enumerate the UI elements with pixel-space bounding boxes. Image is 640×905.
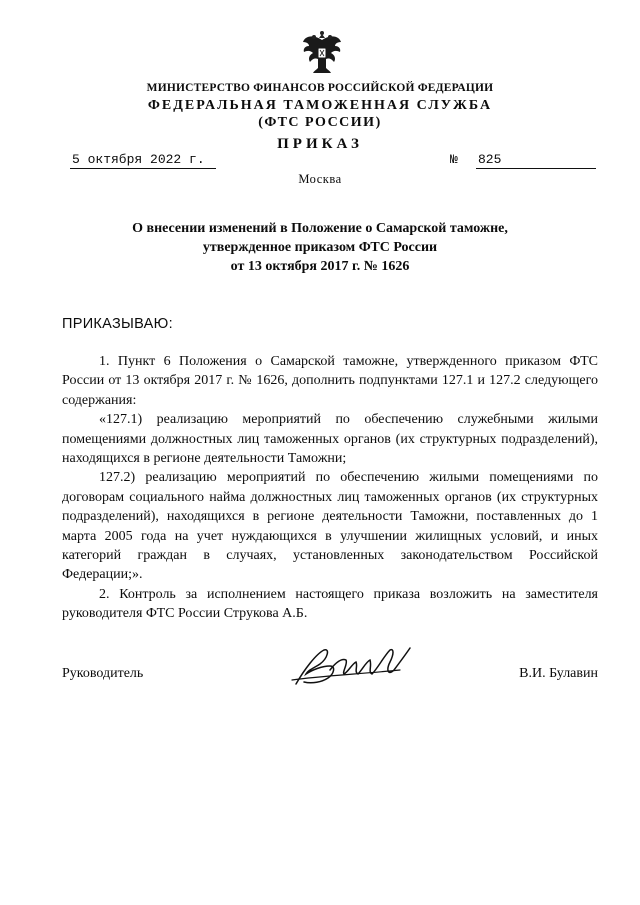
paragraph-2: «127.1) реализацию мероприятий по обеспечению служебными жилыми помещениями должностных лиц таможенных органов (их структурных подразделений), находящихся в регионе деятельности Таможни;: [62, 412, 598, 467]
ministry-heading: МИНИСТЕРСТВО ФИНАНСОВ РОССИЙСКОЙ ФЕДЕРАЦИИ: [146, 82, 494, 94]
title-line-3: от 13 октября 2017 г. № 1626: [230, 259, 410, 274]
order-date: 5 октября 2022 г.: [72, 152, 205, 167]
paragraph-3: 127.2) реализацию мероприятий по обеспечению жилыми помещениями по договорам социального найма должностных лиц таможенных органов (их структурных подразделений), находящихся в регионе деятельности Таможни, поставленных до 1 марта 2005 года на учет нуждающихся в улучшении жилищных условий, и иных категорий граждан в случаях, установленных законодательством Российской Федерации;».: [62, 470, 598, 583]
title-line-2: утвержденное приказом ФТС России: [202, 240, 438, 255]
decree-heading: ПРИКАЗЫВАЮ:: [62, 316, 173, 332]
document-type-heading: ПРИКАЗ: [277, 136, 363, 152]
signatory-position: Руководитель: [62, 666, 144, 681]
paragraph-4: 2. Контроль за исполнением настоящего приказа возложить на заместителя руководителя ФТС России Струкова А.Б.: [62, 586, 598, 622]
document-title: [0, 219, 640, 276]
city-label: Москва: [298, 172, 342, 186]
signature-image: [290, 640, 416, 690]
paragraph-1: 1. Пункт 6 Положения о Самарской таможне, утвержденного приказом ФТС России от 13 октября 2017 г. № 1626, дополнить подпунктами 127.1 и 127.2 следующего содержания:: [62, 354, 598, 408]
service-abbreviation: (ФТС РОССИИ): [258, 115, 382, 130]
order-number-field: [476, 152, 596, 169]
order-date-field: [70, 152, 216, 169]
title-line-1: О внесении изменений в Положение о Самарской таможне,: [132, 221, 508, 236]
russian-coat-of-arms-icon: [301, 28, 343, 76]
signatory-name: В.И. Булавин: [519, 666, 598, 681]
service-heading: ФЕДЕРАЛЬНАЯ ТАМОЖЕННАЯ СЛУЖБА: [147, 98, 493, 113]
document-body: [62, 352, 598, 624]
order-number-label: №: [450, 152, 458, 167]
order-number: 825: [478, 152, 502, 167]
